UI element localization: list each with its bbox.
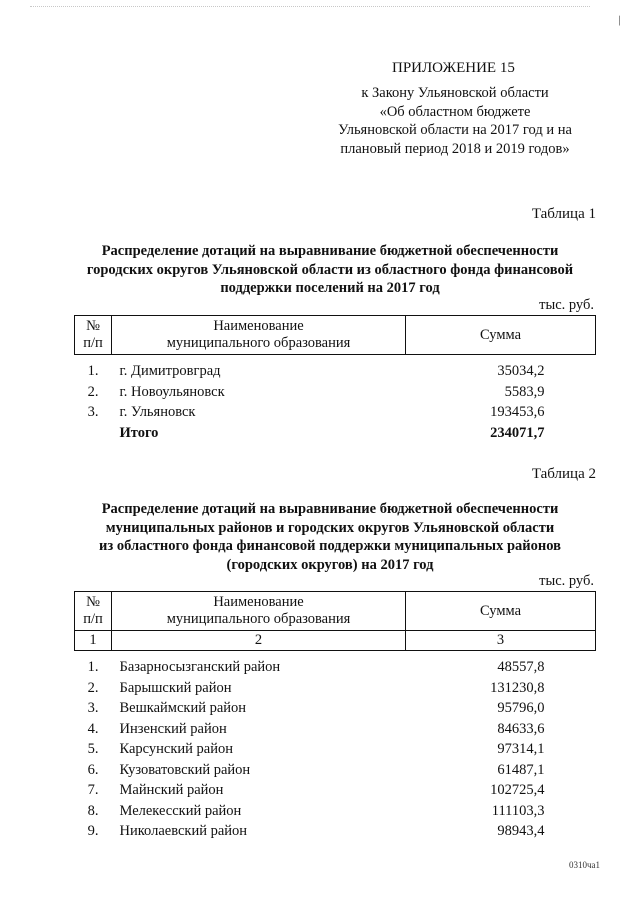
- heading-line: из областного фонда финансовой поддержки муниципальных районов: [99, 538, 561, 554]
- row-number: 9.: [87, 823, 99, 839]
- total-row: [75, 423, 596, 444]
- table1-units: тыс. руб.: [539, 297, 594, 313]
- column-number-2: 2: [112, 631, 406, 651]
- total-label: Итого: [119, 424, 159, 441]
- col-header-number-line2: п/п: [83, 335, 103, 351]
- row-sum: [406, 698, 596, 719]
- table1-label: Таблица 1: [531, 206, 596, 222]
- col-header-number: [75, 592, 112, 631]
- row-sum: [406, 760, 596, 781]
- row-sum: [406, 678, 596, 699]
- footer-code: 0310ча1: [568, 860, 600, 870]
- row-sum: [406, 719, 596, 740]
- table-row: [75, 698, 596, 719]
- col-header-name-line2: муниципального образования: [166, 335, 351, 351]
- total-sum: [406, 423, 596, 444]
- heading-line: поддержки поселений на 2017 год: [220, 280, 440, 296]
- row-sum-value: 98943,4: [497, 823, 545, 839]
- row-name: Базарносызганский район: [119, 659, 281, 675]
- table2-label: Таблица 2: [531, 466, 596, 482]
- row-number: 3.: [87, 404, 99, 420]
- col-header-number-line1: №: [86, 318, 100, 334]
- table-row: [75, 657, 596, 678]
- row-number: 1.: [87, 659, 99, 675]
- row-sum-value: 5583,9: [504, 383, 545, 400]
- appendix-line: к Закону Ульяновской области: [361, 85, 549, 101]
- appendix-line: Ульяновской области на 2017 год и на: [338, 122, 572, 138]
- row-sum: [406, 382, 596, 403]
- row-sum-value: 95796,0: [497, 700, 545, 716]
- row-name: Карсунский район: [119, 741, 234, 757]
- row-number: 8.: [87, 802, 99, 819]
- heading-line: городских округов Ульяновской области из областного фонда финансовой: [86, 261, 574, 278]
- table-row: [75, 821, 596, 842]
- row-sum-value: 84633,6: [497, 720, 545, 737]
- table-row: [75, 739, 596, 760]
- row-name: Николаевский район: [119, 823, 248, 839]
- row-name: г. Новоульяновск: [119, 383, 225, 400]
- appendix-line: плановый период 2018 и 2019 годов»: [340, 140, 570, 157]
- row-number: 7.: [87, 782, 99, 798]
- table2-header-row: [75, 592, 596, 631]
- table-row: [75, 678, 596, 699]
- column-numbers-row: [75, 631, 596, 651]
- table-row: [75, 719, 596, 740]
- row-number: 4.: [87, 720, 99, 737]
- row-number: 2.: [87, 679, 99, 696]
- appendix-subtitle: [330, 84, 580, 158]
- col-header-name: [112, 592, 406, 631]
- row-name: г. Димитровград: [119, 363, 221, 379]
- table2-heading: [60, 500, 600, 574]
- row-name: г. Ульяновск: [119, 404, 196, 420]
- row-sum: [406, 801, 596, 822]
- total-sum-value: 234071,7: [490, 424, 545, 441]
- row-sum-value: 193453,6: [490, 404, 545, 420]
- table-row: [75, 402, 596, 423]
- col-header-name: [112, 316, 406, 355]
- corner-pen-mark: /: [615, 13, 625, 30]
- heading-line: Распределение дотаций на выравнивание бюджетной обеспеченности: [101, 243, 559, 259]
- heading-line: муниципальных районов и городских округов Ульяновской области: [105, 519, 555, 536]
- row-sum: [406, 739, 596, 760]
- row-number: 6.: [87, 761, 99, 778]
- col-header-number-line2: п/п: [83, 611, 103, 627]
- row-number: 5.: [87, 741, 99, 757]
- row-name: Мелекесский район: [119, 802, 242, 819]
- row-sum-value: 35034,2: [497, 363, 545, 379]
- row-number: 2.: [87, 383, 99, 400]
- table-row: [75, 801, 596, 822]
- table-row: [75, 382, 596, 403]
- table2-units: тыс. руб.: [539, 573, 594, 589]
- column-number-3: 3: [406, 631, 596, 651]
- row-name: Инзенский район: [119, 720, 227, 737]
- table-row: [75, 361, 596, 382]
- col-header-number-line1: №: [86, 594, 100, 610]
- heading-line: (городских округов) на 2017 год: [226, 556, 434, 573]
- row-sum-value: 61487,1: [497, 761, 545, 778]
- column-number-1: 1: [75, 631, 112, 651]
- col-header-name-line1: Наименование: [213, 318, 304, 334]
- row-sum-value: 102725,4: [490, 782, 545, 798]
- table1-heading: [60, 242, 600, 298]
- row-number: 1.: [87, 363, 99, 379]
- col-header-sum: Сумма: [406, 592, 596, 631]
- col-header-number: [75, 316, 112, 355]
- row-sum-value: 48557,8: [497, 659, 545, 675]
- row-sum: [406, 780, 596, 801]
- row-number: 3.: [87, 700, 99, 716]
- row-sum: [406, 402, 596, 423]
- row-sum-value: 111103,3: [491, 802, 545, 819]
- col-header-name-line2: муниципального образования: [166, 611, 351, 627]
- table2: [74, 591, 596, 842]
- row-name: Вешкаймский район: [119, 700, 247, 716]
- row-name: Майнский район: [119, 782, 224, 798]
- table1: [74, 315, 596, 443]
- total-row-number: [75, 423, 112, 444]
- scan-artifact-line: [30, 6, 590, 13]
- row-name: Барышский район: [119, 679, 232, 696]
- col-header-name-line1: Наименование: [213, 594, 304, 610]
- table-row: [75, 780, 596, 801]
- appendix-title: ПРИЛОЖЕНИЕ 15: [392, 60, 515, 76]
- row-sum: [406, 821, 596, 842]
- heading-line: Распределение дотаций на выравнивание бюджетной обеспеченности: [101, 501, 559, 517]
- row-name: Кузоватовский район: [119, 761, 251, 778]
- appendix-line: «Об областном бюджете: [379, 103, 531, 120]
- row-sum: [406, 361, 596, 382]
- col-header-sum: Сумма: [406, 316, 596, 355]
- row-sum-value: 131230,8: [490, 679, 545, 696]
- row-sum-value: 97314,1: [497, 741, 545, 757]
- table1-header-row: [75, 316, 596, 355]
- table-row: [75, 760, 596, 781]
- row-sum: [406, 657, 596, 678]
